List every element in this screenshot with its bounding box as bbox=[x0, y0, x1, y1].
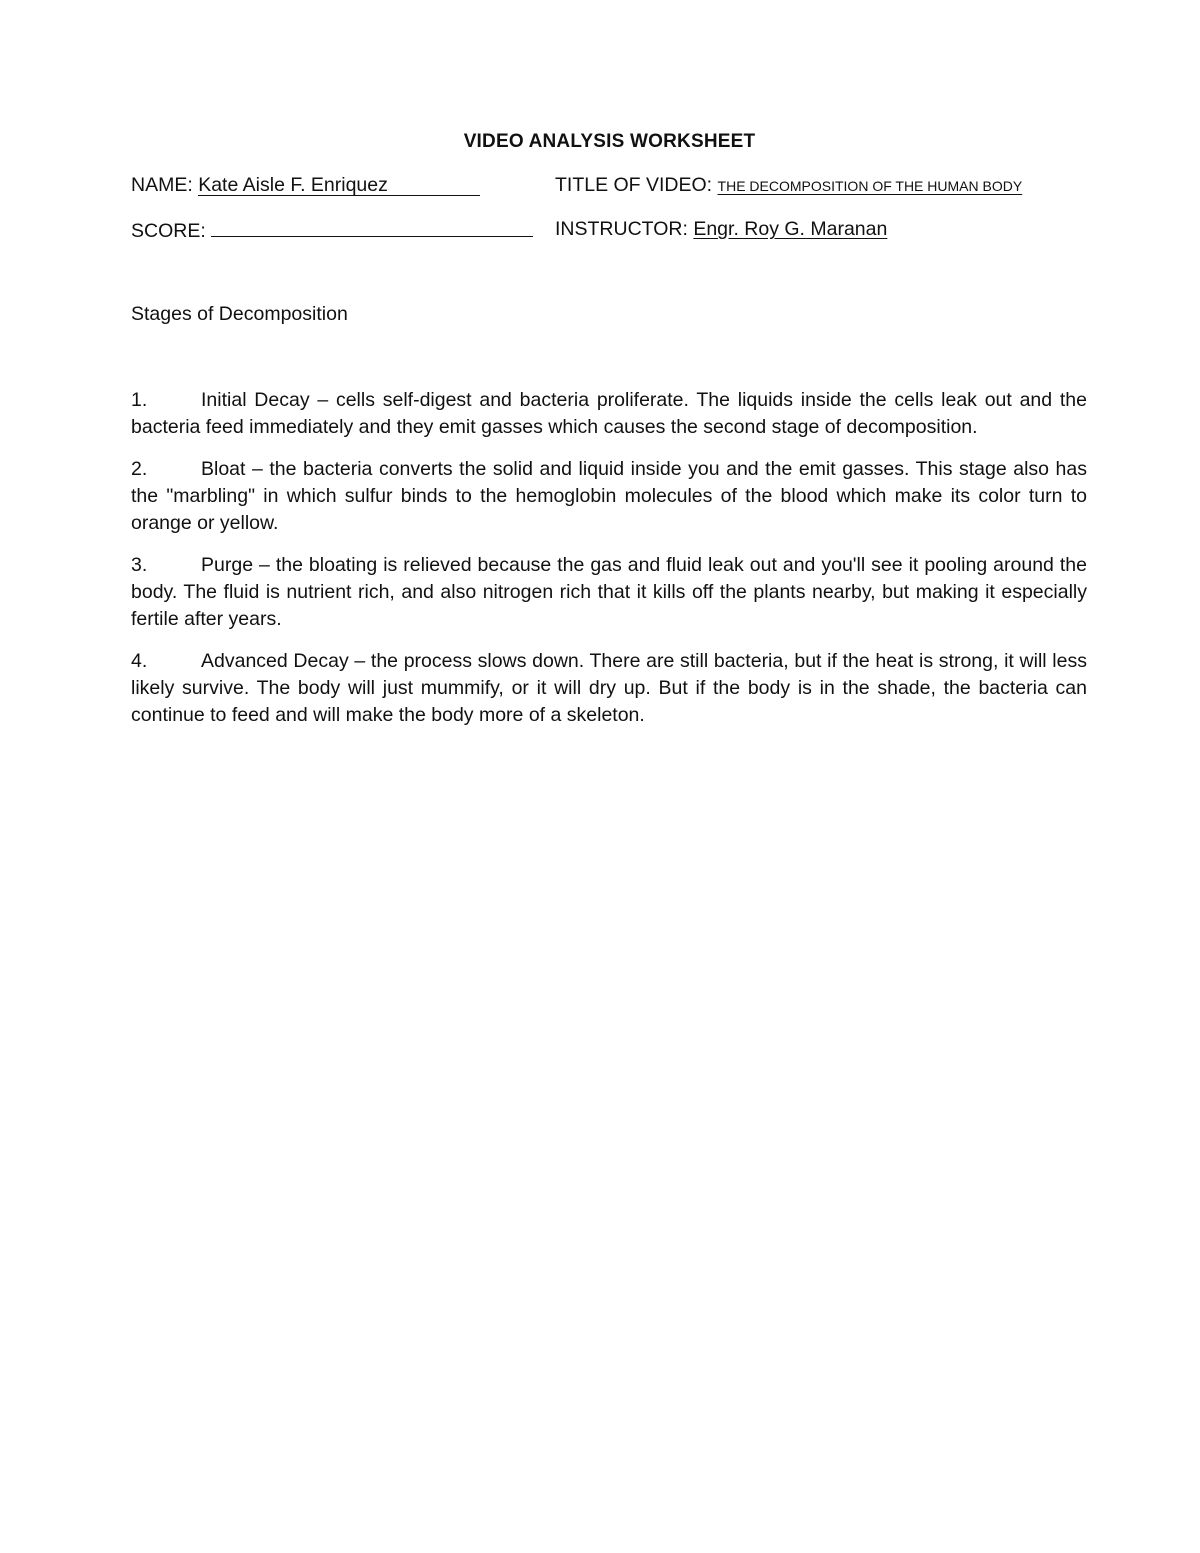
stage-item bbox=[131, 648, 1087, 729]
score-instructor-row bbox=[131, 218, 1091, 244]
instructor-label: INSTRUCTOR: bbox=[555, 218, 688, 240]
name-label: NAME: bbox=[131, 174, 193, 196]
name-title-row bbox=[131, 174, 1091, 200]
name-value: Kate Aisle F. Enriquez bbox=[198, 175, 480, 196]
stage-text: Initial Decay – cells self-digest and bacteria proliferate. The liquids inside the cells leak out and the bacteria feed immediately and they emit gasses which causes the second stage of decomposition. bbox=[131, 389, 1087, 438]
video-title-field bbox=[555, 174, 1022, 197]
stage-text: Bloat – the bacteria converts the solid and liquid inside you and the emit gasses. This stage also has the "marbling" in which sulfur binds to the hemoglobin molecules of the blood which make its color turn to orange or yellow. bbox=[131, 458, 1087, 534]
stage-item bbox=[131, 552, 1087, 633]
score-field bbox=[131, 218, 533, 243]
stage-item bbox=[131, 456, 1087, 537]
score-label: SCORE: bbox=[131, 220, 206, 242]
score-blank-line bbox=[211, 218, 533, 237]
instructor-field bbox=[555, 218, 887, 241]
instructor-value: Engr. Roy G. Maranan bbox=[693, 218, 888, 240]
stage-text: Purge – the bloating is relieved because the gas and fluid leak out and you'll see it pooling around the body. The fluid is nutrient rich, and also nitrogen rich that it kills off the plants nearby, but making it especially fertile after years. bbox=[131, 554, 1087, 630]
worksheet-title: VIDEO ANALYSIS WORKSHEET bbox=[463, 131, 756, 152]
section-heading: Stages of Decomposition bbox=[131, 303, 348, 325]
name-field bbox=[131, 174, 480, 197]
stage-number: 2. bbox=[131, 458, 148, 480]
stage-item bbox=[131, 387, 1087, 441]
stage-number: 4. bbox=[131, 650, 148, 672]
stages-list bbox=[131, 387, 1087, 744]
video-title-label: TITLE OF VIDEO: bbox=[555, 174, 713, 196]
stage-text: Advanced Decay – the process slows down. There are still bacteria, but if the heat is strong, it will less likely survive. The body will just mummify, or it will dry up. But if the body is in the shade, the bacteria can continue to feed and will make the body more of a skeleton. bbox=[131, 650, 1087, 726]
video-title-value: THE DECOMPOSITION OF THE HUMAN BODY bbox=[717, 178, 1023, 194]
stage-number: 1. bbox=[131, 389, 148, 411]
stage-number: 3. bbox=[131, 554, 148, 576]
